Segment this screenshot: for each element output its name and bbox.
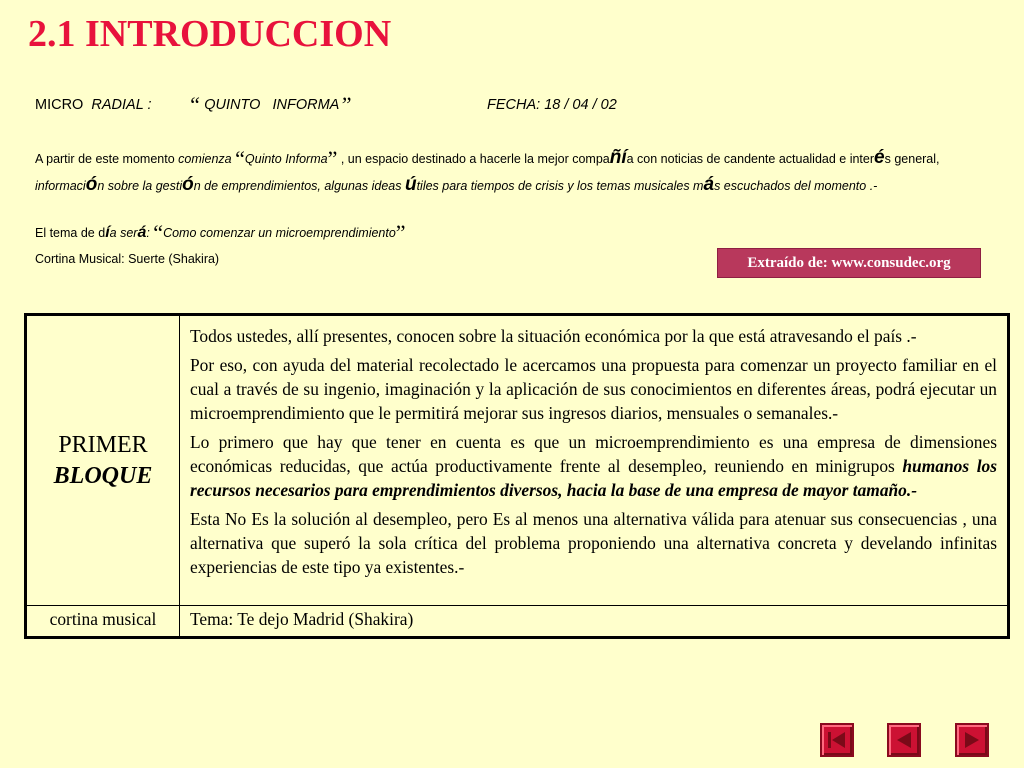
source-badge: Extraído de: www.consudec.org xyxy=(717,248,981,278)
block-content xyxy=(180,315,1009,606)
paragraph-3: Lo primero que hay que tener en cuenta es que un microemprendimiento es una empresa de dimensiones económicas reducidas, que actúa productivamente frente al desempleo, reuniendo en minigrupos humanos los recursos necesarios para emprendimientos diversos, hacia la base de una empresa de mayor tamaño.- xyxy=(190,432,997,500)
previous-slide-button[interactable] xyxy=(887,723,921,757)
next-slide-icon xyxy=(961,729,983,751)
first-slide-button[interactable] xyxy=(820,723,854,757)
paragraph-4: Esta No Es la solución al desempleo, pero Es al menos una alternativa válida para atenuar sus consecuencias , una alternativa que superó la sola crítica del problema proponiendo una alternativa concreta y develando infinitas experiencias de este tipo ya existentes.- xyxy=(190,509,997,577)
block-label: PRIMER BLOQUE xyxy=(26,315,180,606)
tema-del-dia: El tema de día será: “Como comenzar un microemprendimiento” xyxy=(35,220,406,245)
next-slide-button[interactable] xyxy=(955,723,989,757)
first-slide-icon xyxy=(826,729,848,751)
slide-title: 2.1 INTRODUCCION xyxy=(28,13,392,55)
table-row-primer-bloque xyxy=(26,315,1009,606)
cortina-musical-intro: Cortina Musical: Suerte (Shakira) xyxy=(35,252,220,266)
paragraph-1: Todos ustedes, allí presentes, conocen sobre la situación económica por la que está atravesando el país .- xyxy=(190,326,917,346)
previous-slide-icon xyxy=(893,729,915,751)
program-name-text: QUINTO INFORMA xyxy=(204,97,340,113)
micro-label: MICRO xyxy=(35,97,84,113)
paragraph-2: Por eso, con ayuda del material recolectado le acercamos una propuesta para comenzar un proyecto familiar en el cual a través de su ingenio, imaginación y la aplicación de sus conocimientos en diferentes áreas, podrá ejecutar un microemprendimiento que le permitirá mejorar sus ingresos diarios, mensuales o semanales.- xyxy=(190,355,997,423)
fecha: FECHA: 18 / 04 / 02 xyxy=(487,97,617,113)
micro-radial-label xyxy=(35,97,152,113)
script-table xyxy=(24,313,1010,639)
table-row-cortina xyxy=(26,606,1009,638)
radial-label: RADIAL : xyxy=(91,97,152,113)
program-name: “ QUINTO INFORMA” xyxy=(188,92,352,117)
cortina-song: Tema: Te dejo Madrid (Shakira) xyxy=(180,606,1009,638)
intro-paragraph: A partir de este momento comienza “Quinto Informa” , un espacio destinado a hacerle la mejor compañía con noticias de candente actualidad e interés general, información sobre la gestión de emprendimientos, algunas ideas útiles para tiempos de crisis y los temas musicales más escuchados del momento .- xyxy=(35,146,940,195)
cortina-label: cortina musical xyxy=(26,606,180,638)
